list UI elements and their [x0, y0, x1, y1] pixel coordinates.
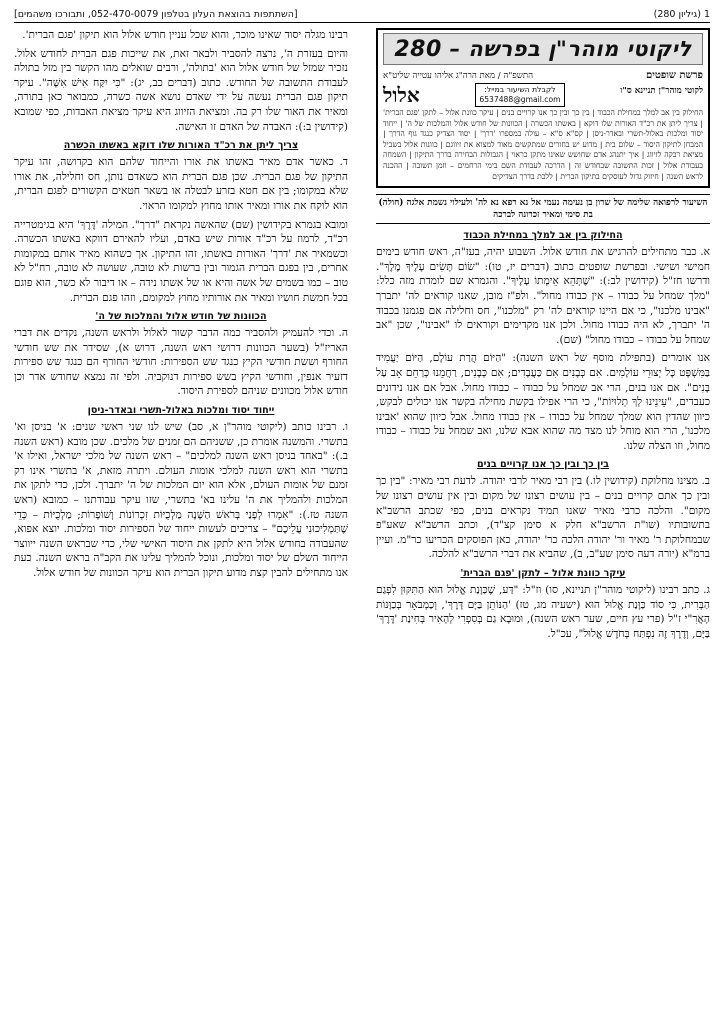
paragraph-3: ג. כתב רבינו (ליקוטי מוהר"ן תניינא, סו) וז"ל: "דַּע, שֶׁכַּוָּנַת אֱלוּל הוּא הַתִּקּוּן לִפְגַם הַבְּרִית, כִּי סוֹד כַּוָּנַת אֱלוּל הוּא (ישעיה מג, טז) 'הַנּוֹתֵן בַּיָּם דָּרֶךְ', וְכַמְבֹאָר בְּכַוָּנוֹת הָאֲרִ"י ז"ל (פרי עץ חיים, שער ראש השנה), וּמוּבָא גַם בְּסִפְרִי לְהָאִיר בְּחִינַת 'דֶּרֶךְ' בַּיָּם, וְדֶרֶךְ זֶה נִפְתַּח בְּחֹדֶשׁ אֱלוּל", עכ"ל. — [376, 584, 710, 640]
paragraph-5: ה. וכדי להעמיק ולהסביר כמה הדבר קשור לאלול ולראש השנה, נקדים את דברי האריז"ל (בשער הכוונות דרושי ראש השנה, דרוש א), שסידר את שש חודשי החורף וששת חודשי הקיץ כנגד שש הספירות: חודשי החורף הם כנגד שש ספירות דזעיר אנפין, וחודשי הקיץ בשש ספירות דנוקביה. ולפי זה נמצא שחודש אדר וכן חודש אלול מכוונים שניהם לספירת היסוד. — [14, 327, 348, 398]
masthead-box — [376, 28, 710, 188]
parsha-row — [383, 70, 703, 81]
section-title-6: ייחוד יסוד ומלכות באלול-תשרי ובאדר-ניסן — [87, 405, 275, 417]
section-title-3: עיקר כוונת אלול – לתקן 'פגם הברית' — [460, 568, 626, 580]
paragraph-1b: אנו אומרים (בתפילת מוסף של ראש השנה): "הַיּוֹם הֲרַת עוֹלָם, הַיּוֹם יַעֲמִיד בַּמִּשְׁפָּט כָּל יְצוּרֵי עוֹלָמִים. אִם כְּבָנִים אִם כַּעֲבָדִים; אִם כְּבָנִים, רַחֲמֵנוּ כְּרַחֵם אָב עַל בָּנִים". אם אנו בנים, הרי אב שמחל על כבודו – כבודו מחול. אבל אם אנו נידונים כעבדים, "עֵינֵינוּ לְךָ תְלוּיוֹת", כי הרי אפילו בקשת מחילה בקשר אנו יכולים לבקש, כיוון שהדין הוא שמלך שמחל על כבודו – אין כבודו מחול. אבל כיוון שהוא 'אבינו מלכנו', הרי הוא מוחל לנו מצד מה שהוא אבא שלנו, ואב שמחל על כבודו – כבודו מחול, וזו הצלה שלנו. — [376, 352, 710, 452]
top-bar — [14, 6, 710, 23]
month-row — [383, 83, 703, 108]
author-line: התשפ"ה / מאת הרה"ג אליהו עטייה שליט"א — [383, 71, 534, 81]
paragraph-1a: א. כבר מתחילים להרגיש את חודש אלול. השבוע יהיה, בעז"ה, ראש חודש בימים חמישי ושישי. ובפרשת שופטים כתוב (דברים יז, טו): "שׂוֹם תָּשִׂים עָלֶיךָ מֶלֶךְ". ודרשו חז"ל (קידושין לב:): "שֶׁתְּהֵא אֵימָתוֹ עָלֶיךָ". והגמרא שם לומדת מזה כלל: "מלך שמחל על כבודו – אין כבודו מחול". ולפ"ז מובן, שאנו קוראים לה' יתברך "אבינו מלכנו", כי אם היינו קוראים לה' רק "מלכנו", חס וחלילה אם פגמנו בכבוד ה' יתברך, לא היה כבודו מחול. ולכן אנו מקדימים וקוראים לו "אבינו", שכן "אב שמחל על כבודו – כבודו מחול" (שם). — [376, 246, 710, 346]
email-box[interactable] — [475, 83, 564, 107]
month-name: אלול — [383, 83, 420, 107]
paragraph-3-cont: רבינו מגלה יסוד שאינו מוכר, והוא שכל עניין חודש אלול הוא תיקון 'פגם הברית'. — [22, 29, 348, 41]
paragraph-3b: והיום בעזרת ה', נרצה להסביר ולבאר זאת, את שייכות פגם הברית לחודש אלול. נזכיר שמזל של חודש אלול הוא 'בתולה', ורבים שואלים מהו הקשר בין מזל בתולה לעבודת התשובה של החודש. כתוב (דברים כב, יג): "כִּי יִקַּח אִישׁ אִשָּׁה". עיקר תיקון פגם הברית נעשה על ידי שאדם נושא אשה כשרה, כמבואר כאן בתורה, ומאיר את האור שלו רק בה. ומציאת הזיווג היא עיקר מציאת האבדות, כפי שמובא (קידושין ב:): האבדה של האדם זו האישה. — [14, 47, 348, 133]
contact-line: [השתתפות בהוצאת העלון בטלפון 052-470-0079, ותבורכו משהמים] — [14, 8, 298, 20]
paragraph-4a: ד. כאשר אדם מאיר באשתו את אורו והייחוד שלהם הוא בקדושה, זהו עיקר התיקון של פגם הברית. שכן פגם הברית הוא כשאדם נותן, חס וחלילה, את אורו שלא במקומו; בין אם חטא בזרע לבטלה או בשאר חטאים הקשורים לפגם הברית, הוא לוקח את אורו ומאיר אותו מחוץ למקומו הראוי. — [14, 156, 348, 212]
series-label: לקוטי מוהר"ן תניינא ס"ו — [620, 86, 703, 96]
left-column — [14, 28, 348, 1016]
summary-text: החילוק בין אב למלך במחילת הכבוד | בין כך ובין כך אנו קרויים בנים | עיקר כוונת אלול – לתקן 'פגם הברית' | צריך ליתן את רכ"ד האורות שלו דוקא | באשתו הכשרה | הכוונות של חודש אלול והמלכות של ה' | ייחוד יסוד ומלכות באלול-תשרי ובאדר-ניסן | קס"א ס"א – עולה במספרו 'דרך' | יסוד הצדיק כנגד גוף הדרך | המבחן לתיקון היסוד – שלום בית | מדוע יש בחורים שמתקשים מאוד למצוא את זיווגם | כוונות אלול בשביל מציאת רבקה לזיווג | איך יתנהג אדם שחושש שאינו מתקן כראוי | הגבולות הבחירה בדרך התיקון | השמחה בעבודת אלול | זכות התשובה שבחודש זה | הדרכה לעבודת השם בימי הרחמים – וזמן תשובה | ההכנה לראש השנה | חיזוק גדול לעוסקים בתיקון הברית | ללכת בדרך הצדיקים — [383, 108, 703, 181]
masthead-title — [383, 33, 703, 65]
parsha-name: פרשת שופטים — [646, 70, 703, 81]
section-title-4: צריך ליתן את רכ"ד האורות שלו דוקא באשתו הכשרה — [63, 140, 299, 152]
issue-number: 280 — [394, 37, 442, 62]
section-title-5: הכוונות של חודש אלול והמלכות של ה' — [95, 311, 267, 323]
section-title-1: החילוק בין אב למלך במחילת הכבוד — [463, 230, 623, 242]
paragraph-6: ו. רבינו כותב (ליקוטי מוהר"ן א, סב) שיש לנו שני ראשי שנים: א' בניסן וא' בתשרי. והמשנה אומרת כן, ששניהם הם זמנים של מלכים. שכן מובא (ראש השנה ב.): "באחד בניסן ראש השנה למלכים" – ראש השנה של מלכי ישראל, ואילו א' בתשרי הוא ראש השנה למלכי אומות העולם. ויתרה מזאת, א' בתשרי אינו רק זמנם של אומות העולם, אלא הוא יום המלכות של ה' יתברך. ולכן, כדי לתקן את המלכות ולהמליך את ה' עלינו בא' בתשרי, שזו עיקר עבודתנו – כמובא (ראש השנה טז.): "אִמְרוּ לְפָנַי בְּרֹאשׁ הַשָּׁנָה מַלְכֻיּוֹת זִכְרוֹנוֹת וְשׁוֹפָרוֹת; מַלְכֻיּוֹת – כְּדֵי שֶׁתַּמְלִיכוּנִי עֲלֵיכֶם" – צריכים לעשות ייחוד של הספירות יסוד ומלכות. יוצא אפוא, שהעבודה בחודש אלול היא לתקן את היסוד האישי שלי, כדי שבראש השנה ייווצר הייחוד השלם של יסוד ומלכות, ונוכל להמליך עלינו את הקב"ה בראש השנה. כעת אנו מתחילים להבין קצת מדוע תיקון הברית הוא עיקר הכוונות של חודש אלול. — [14, 421, 348, 579]
page-marker: 1 (גיליון 280) — [653, 8, 710, 20]
section-title-2: בין כך ובין כך אנו קרויים בנים — [476, 459, 609, 471]
dedication-prayer: השיעור לרפואה שלימה של שרון בן נעימה נעמי אל נא רפא נא לה' ולעילוי נשמת אלגה (חולה) בת סימי ומאיר זכרונה לברכה — [376, 194, 710, 224]
masthead-title-text: ליקוטי מוהר"ן בפרשה – — [441, 37, 692, 61]
email-label: לקבלת השיעור במייל: — [484, 85, 556, 94]
paragraph-4b: ומובא בגמרא בקידושין (שם) שהאשה נקראת "דרך". המילה 'דֶּרֶךְ' היא בגימטרייה רכ"ד, לרמוז על רכ"ד אורות שיש באדם, ועליו להאירם דווקא באשתו הכשרה. וכשמאיר את 'דרך' האורות באשתו, זהו התיקון. אך כשהוא מאיר אותם במקומות אחרים, בין בפגם הברית הגמור ובין ברשות לא טובה, שעושה לא טובה, רח"ל לא טוב – כמו בשמים של אשה והיא או של אשתו נידה – או דיבור לא כשר, הוא פוגם בכל חמשת חושיו ומאיר את אורותיו מחוץ למקומם, וזהו פגם הברית. — [14, 218, 348, 304]
paragraph-2: ב. מצינו מחלוקת (קידושין לו.) בין רבי מאיר לרבי יהודה. לדעת רבי מאיר: "בין כך ובין כך אתם קרויים בנים – בין עושים רצונו של מקום ובין אין עושים רצונו של מקום". והלכה כרבי מאיר שאנו תמיד נקראים בנים, כפי שכתב הרשב"א בתשובותיו (שו"ת הרשב"א חלק א סימן קצ"ד), וכתב הרשב"א שאע"פ שבמחלוקת ר' מאיר ור' יהודה הלכה כר' יהודה, כאן הפוסקים הכריעו כר"מ. ועיין ברמ"א (יורה דעה סימן שע"ב, ב), שהביא את דברי הרשב"א להלכה. — [376, 475, 710, 561]
email-address[interactable]: 6537488@gmail.com — [479, 95, 561, 104]
right-column — [376, 28, 710, 1016]
